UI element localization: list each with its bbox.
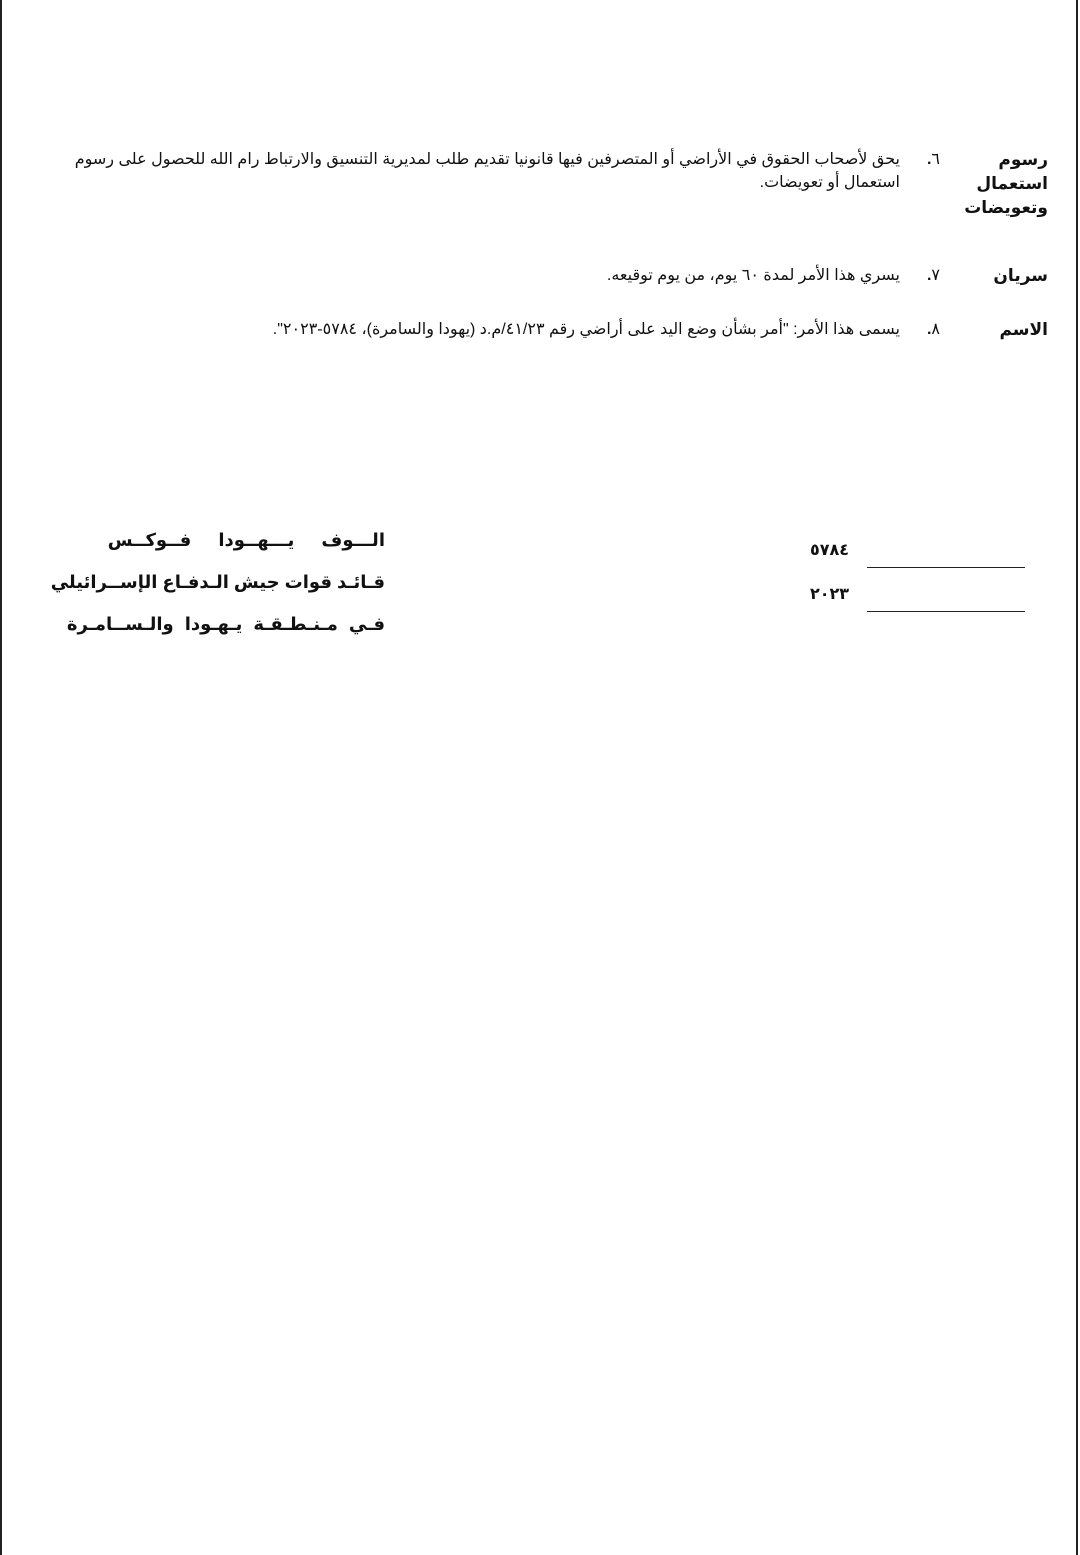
- clause-8: [0, 318, 1080, 348]
- clause-number: ٦.: [926, 151, 940, 168]
- gregorian-year: ٢٠٢٣: [810, 586, 850, 603]
- clause-number-value: ٨: [931, 321, 940, 338]
- clause-number-value: ٧: [931, 267, 940, 284]
- clause-number: ٨.: [926, 321, 940, 338]
- heading-line: الاسم: [999, 320, 1048, 339]
- date-underline: [867, 567, 1025, 568]
- heading-line: وتعويضات: [964, 198, 1048, 217]
- heading-line: رسوم: [998, 150, 1048, 169]
- clause-6: [0, 148, 1080, 238]
- clause-heading: [948, 318, 1048, 342]
- signatory-region: فـي مـنـطـقـة يـهـودا والـســامـرة: [66, 614, 385, 634]
- hebrew-year: ٥٧٨٤: [810, 542, 850, 559]
- signatory-name: الـــوف يـــهــودا فــوكــس: [107, 530, 385, 550]
- clause-7: [0, 264, 1080, 294]
- date-underline: [867, 611, 1025, 612]
- clause-text: يسري هذا الأمر لمدة ٦٠ يوم، من يوم توقيعه.: [606, 267, 900, 284]
- clause-number: ٧.: [926, 267, 940, 284]
- hebrew-year-line: [810, 540, 1025, 584]
- heading-line: استعمال: [976, 174, 1048, 193]
- signature-block: [50, 525, 385, 651]
- clause-heading: [948, 264, 1048, 288]
- clause-text: يسمى هذا الأمر: "أمر بشأن وضع اليد على أراضي رقم ٤١/٢٣/م.د (يهودا والسامرة)، ٥٧٨٤-٢٠٢٣".: [272, 321, 900, 338]
- signatory-title: قـائـد قوات جيش الـدفـاع الإســرائيلي: [50, 572, 385, 592]
- clause-heading: [948, 148, 1048, 220]
- date-block: [810, 540, 1025, 628]
- clause-text: يحق لأصحاب الحقوق في الأراضي أو المتصرفين فيها قانونيا تقديم طلب لمديرية التنسيق والارتباط رام الله للحصول على رسوم استعمال أو تعويضات.: [74, 151, 900, 191]
- clause-number-value: ٦: [931, 151, 940, 168]
- heading-line: سريان: [993, 266, 1048, 285]
- gregorian-year-line: [810, 584, 1025, 628]
